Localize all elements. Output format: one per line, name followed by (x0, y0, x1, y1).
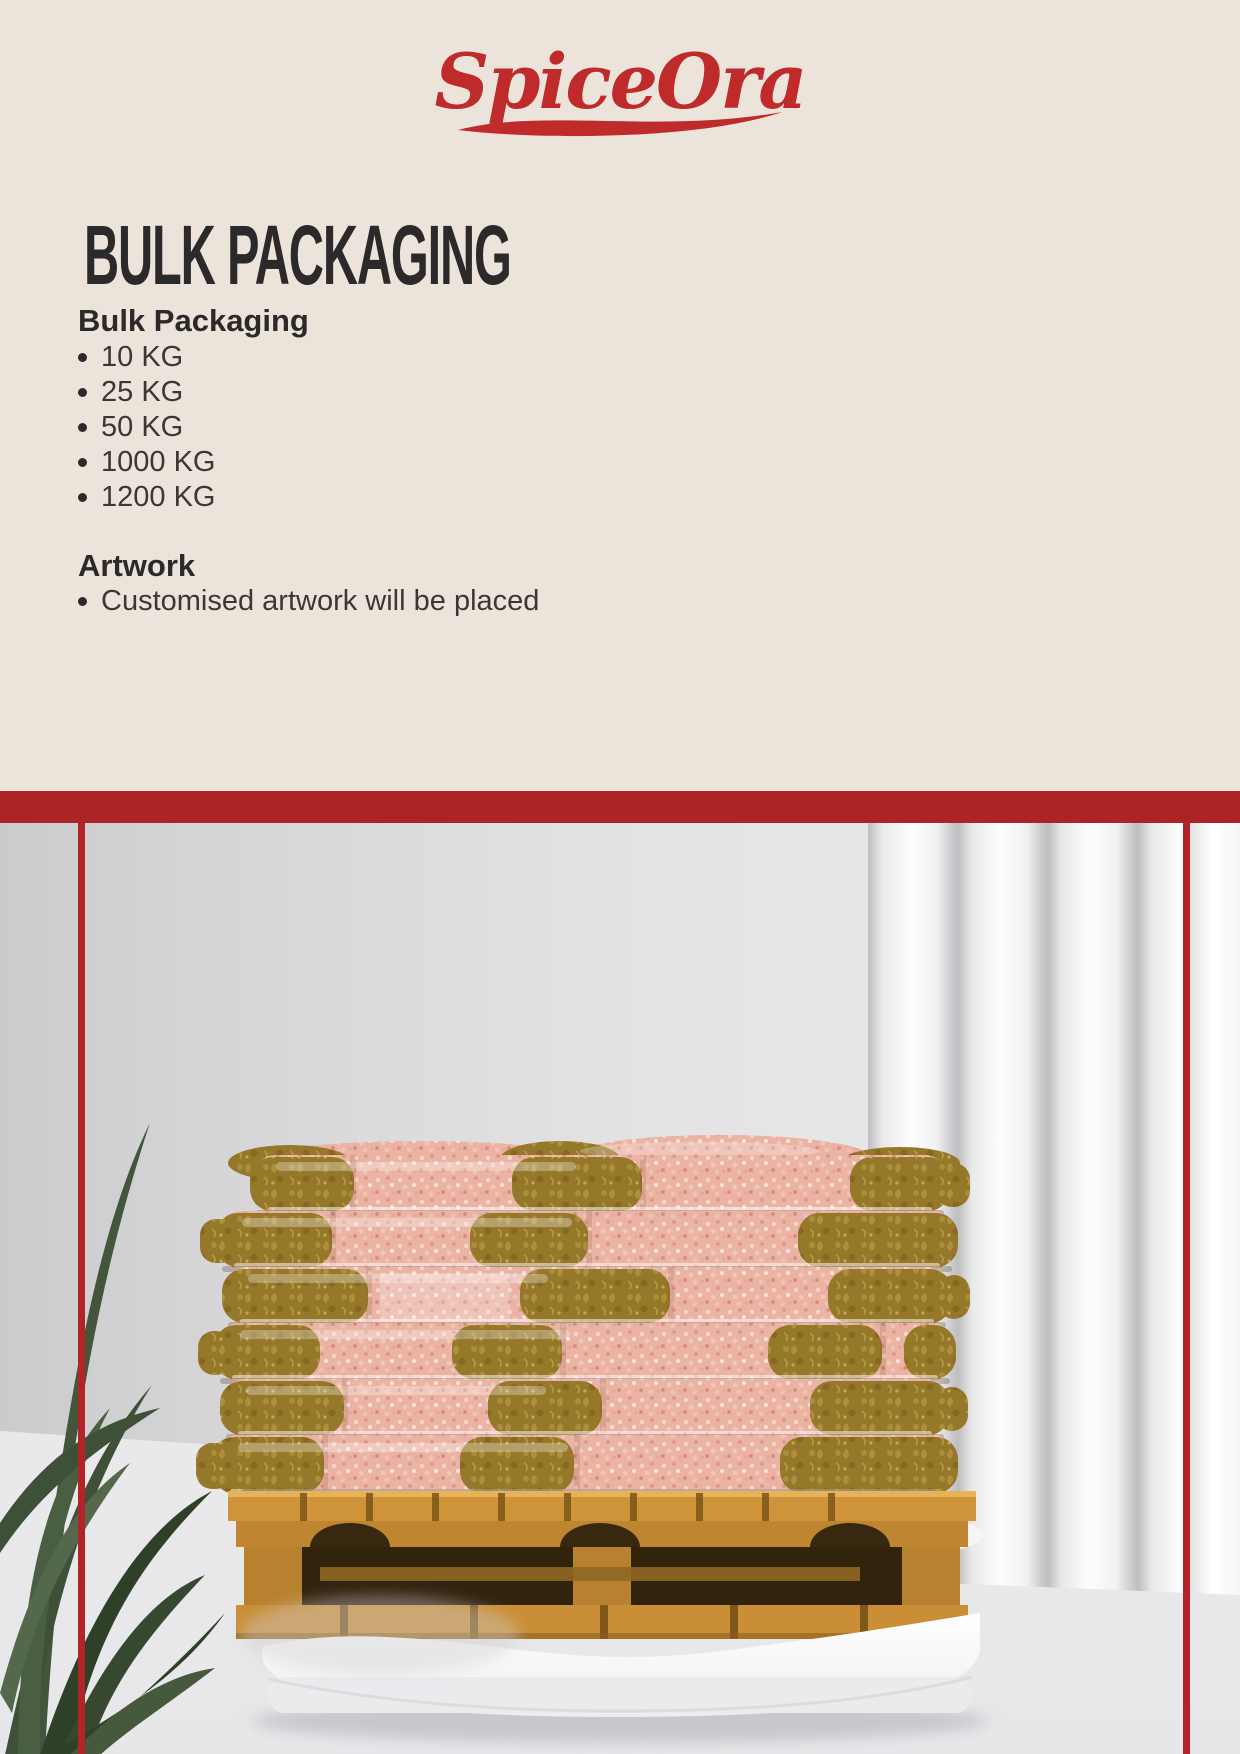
list-item-label: 1200 KG (101, 481, 216, 513)
photo-illustration (0, 823, 1240, 1754)
list-item-label: 25 KG (101, 376, 184, 408)
list-item (78, 410, 215, 445)
palm-plant (0, 1123, 225, 1754)
packaging-size-list (78, 340, 215, 515)
list-item-label: 50 KG (101, 411, 184, 443)
list-item-label: 10 KG (101, 341, 184, 373)
bullet-dot-icon (78, 353, 87, 362)
list-item (78, 375, 215, 410)
bullet-dot-icon (78, 423, 87, 432)
header-section (0, 0, 1240, 791)
list-item (78, 480, 215, 515)
bullet-dot-icon (78, 458, 87, 467)
list-item (78, 340, 215, 375)
bullet-dot-icon (78, 388, 87, 397)
packaging-section-heading: Bulk Packaging (78, 303, 309, 338)
bullet-dot-icon (78, 493, 87, 502)
bag-row (220, 1379, 968, 1440)
left-accent-line (78, 823, 85, 1754)
salt-bag-stack (196, 1135, 970, 1499)
brand-logo-text: SpiceOra (434, 37, 806, 126)
list-item-label: Customised artwork will be placed (101, 585, 540, 617)
artwork-list (78, 584, 539, 619)
list-item (78, 584, 539, 619)
bag-row (196, 1435, 958, 1495)
product-photo (0, 823, 1240, 1754)
bullet-dot-icon (78, 597, 87, 606)
bag-row (250, 1155, 970, 1216)
bag-row (222, 1267, 970, 1328)
list-item-label: 1000 KG (101, 446, 216, 478)
list-item (78, 445, 215, 480)
bag-row (198, 1323, 956, 1384)
page-title: BULK PACKAGING (84, 208, 511, 302)
red-divider-bar (0, 791, 1240, 823)
brand-logo (0, 37, 1240, 140)
right-accent-line (1183, 823, 1190, 1754)
artwork-section-heading: Artwork (78, 548, 196, 583)
bag-row (200, 1211, 958, 1272)
